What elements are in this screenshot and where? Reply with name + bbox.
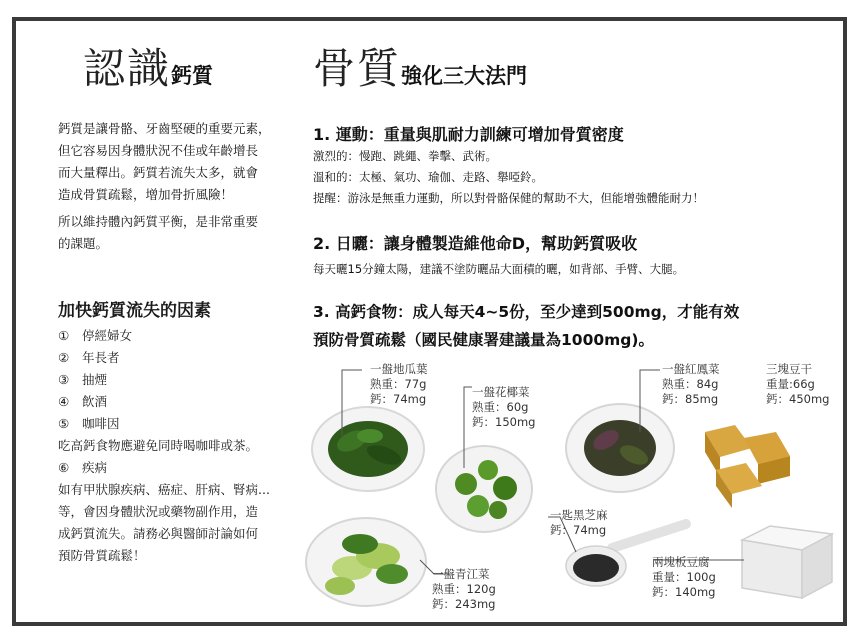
section-exercise-title: 1. 運動：重量與肌耐力訓練可增加骨質密度 (313, 125, 624, 144)
factor-item: ⑤ 咖啡因 (58, 416, 120, 431)
food-label-bok-choy: 一盤青江菜 熟重：120g 鈣：243mg (432, 567, 496, 611)
section-sun-body: 每天曬15分鐘太陽，建議不塗防曬品大面積的曬，如背部、手臂、大腿。 (313, 262, 685, 276)
factor-item: ④ 飲酒 (58, 394, 108, 409)
food-label-sweet-potato-leaves: 一盤地瓜葉 熟重：77g 鈣：74mg (370, 362, 428, 406)
factor-item: ② 年長者 (58, 350, 120, 365)
intro-line: 但它容易因身體狀況不佳或年齡增長 (58, 143, 259, 158)
left-title-big: 認識 (83, 44, 172, 93)
food-title-line: 3. 高鈣食物：成人每天4~5份，至少達到500mg，才能有效 (313, 303, 740, 321)
factors-title: 加快鈣質流失的因素 (58, 301, 211, 321)
section-sun-title: 2. 日曬：讓身體製造維他命D，幫助鈣質吸收 (313, 234, 638, 253)
disease-line: 如有甲狀腺疾病、癌症、肝病、腎病... (58, 482, 270, 497)
dried-tofu-icon (705, 425, 790, 508)
maintain-line: 的課題。 (58, 236, 109, 251)
exercise-line: 激烈的：慢跑、跳繩、拳擊、武術。 (313, 149, 497, 163)
sweet-potato-leaves-plate-icon (312, 407, 424, 491)
factor-item: ③ 抽煙 (58, 372, 108, 387)
right-title-small: 強化三大法門 (401, 64, 528, 88)
food-label-dried-tofu: 三塊豆干 重量:66g 鈣：450mg (766, 362, 830, 406)
broccoli-plate-icon (436, 446, 532, 532)
red-phoenix-vegetable-plate-icon (566, 404, 674, 492)
disease-line: 成鈣質流失。請務必與醫師討論如何 (58, 526, 259, 541)
food-label-broccoli: 一盤花椰菜 熟重：60g 鈣：150mg (472, 385, 536, 429)
right-title-big: 骨質 (313, 44, 402, 93)
food-label-black-sesame: 一匙黑芝麻 鈣：74mg (550, 508, 608, 537)
firm-tofu-icon (742, 526, 832, 598)
factor-item: ⑥ 疾病 (58, 460, 108, 475)
disease-line: 預防骨質疏鬆！ (58, 548, 146, 563)
food-label-firm-tofu: 兩塊板豆腐 重量：100g 鈣：140mg (652, 555, 716, 599)
exercise-line: 提醒：游泳是無重力運動，所以對骨骼保健的幫助不大，但能增強體能耐力！ (313, 191, 704, 205)
intro-line: 而大量釋出。鈣質若流失太多，就會 (58, 165, 259, 180)
food-label-red-phoenix-vegetable: 一盤紅鳳菜 熟重：84g 鈣：85mg (662, 362, 720, 406)
intro-line: 鈣質是讓骨骼、牙齒堅硬的重要元素， (58, 121, 271, 136)
bok-choy-plate-icon (306, 518, 426, 606)
factor-item: ① 停經婦女 (58, 328, 133, 343)
intro-line: 造成骨質疏鬆，增加骨折風險！ (58, 187, 234, 202)
food-title-line: 預防骨質疏鬆（國民健康署建議量為1000mg)。 (313, 331, 654, 349)
disease-line: 等，會因身體狀況或藥物副作用，造 (58, 504, 259, 519)
exercise-line: 溫和的：太極、氣功、瑜伽、走路、舉啞鈴。 (313, 170, 543, 184)
caffeine-note: 吃高鈣食物應避免同時喝咖啡或茶。 (58, 438, 259, 453)
left-title-small: 鈣質 (171, 64, 214, 88)
maintain-line: 所以維持體內鈣質平衡，是非常重要 (58, 214, 259, 229)
